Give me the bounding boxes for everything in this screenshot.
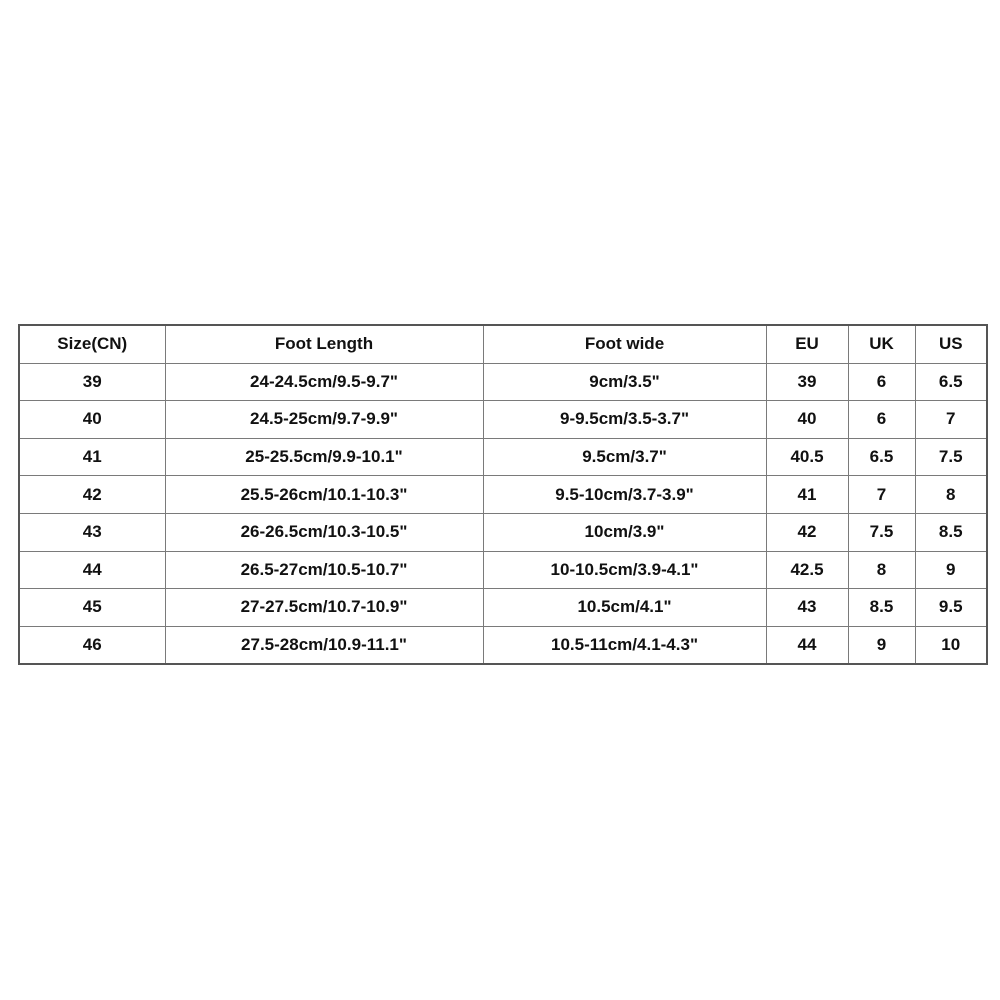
cell-foot-length: 24.5-25cm/9.7-9.9" — [165, 401, 483, 439]
cell-size-cn: 43 — [19, 513, 165, 551]
size-chart-table — [18, 324, 988, 665]
cell-uk: 9 — [848, 626, 915, 664]
cell-size-cn: 42 — [19, 476, 165, 514]
cell-eu: 40 — [766, 401, 848, 439]
cell-size-cn: 40 — [19, 401, 165, 439]
cell-foot-wide: 10.5-11cm/4.1-4.3" — [483, 626, 766, 664]
table-row — [19, 438, 987, 476]
table-row — [19, 476, 987, 514]
cell-eu: 42 — [766, 513, 848, 551]
cell-foot-length: 26.5-27cm/10.5-10.7" — [165, 551, 483, 589]
header-uk: UK — [848, 325, 915, 363]
table-row — [19, 551, 987, 589]
header-foot-length: Foot Length — [165, 325, 483, 363]
cell-foot-wide: 9cm/3.5" — [483, 363, 766, 401]
cell-eu: 42.5 — [766, 551, 848, 589]
cell-uk: 7 — [848, 476, 915, 514]
cell-us: 7 — [915, 401, 987, 439]
cell-us: 6.5 — [915, 363, 987, 401]
cell-foot-length: 27.5-28cm/10.9-11.1" — [165, 626, 483, 664]
header-us: US — [915, 325, 987, 363]
cell-foot-wide: 9.5-10cm/3.7-3.9" — [483, 476, 766, 514]
cell-uk: 8.5 — [848, 589, 915, 627]
cell-foot-wide: 10cm/3.9" — [483, 513, 766, 551]
cell-us: 7.5 — [915, 438, 987, 476]
table-row — [19, 363, 987, 401]
size-chart-body — [19, 363, 987, 664]
cell-size-cn: 41 — [19, 438, 165, 476]
header-foot-wide: Foot wide — [483, 325, 766, 363]
cell-eu: 44 — [766, 626, 848, 664]
cell-foot-length: 25-25.5cm/9.9-10.1" — [165, 438, 483, 476]
cell-size-cn: 45 — [19, 589, 165, 627]
cell-foot-length: 25.5-26cm/10.1-10.3" — [165, 476, 483, 514]
header-size-cn: Size(CN) — [19, 325, 165, 363]
cell-size-cn: 46 — [19, 626, 165, 664]
cell-eu: 39 — [766, 363, 848, 401]
cell-us: 8.5 — [915, 513, 987, 551]
cell-uk: 8 — [848, 551, 915, 589]
table-row — [19, 589, 987, 627]
cell-uk: 6 — [848, 363, 915, 401]
cell-foot-length: 27-27.5cm/10.7-10.9" — [165, 589, 483, 627]
cell-foot-wide: 10-10.5cm/3.9-4.1" — [483, 551, 766, 589]
cell-size-cn: 44 — [19, 551, 165, 589]
table-row — [19, 513, 987, 551]
cell-us: 9.5 — [915, 589, 987, 627]
size-chart-header — [19, 325, 987, 363]
cell-eu: 41 — [766, 476, 848, 514]
header-row — [19, 325, 987, 363]
cell-us: 10 — [915, 626, 987, 664]
cell-uk: 7.5 — [848, 513, 915, 551]
header-eu: EU — [766, 325, 848, 363]
cell-foot-wide: 9.5cm/3.7" — [483, 438, 766, 476]
cell-uk: 6 — [848, 401, 915, 439]
cell-us: 8 — [915, 476, 987, 514]
cell-eu: 40.5 — [766, 438, 848, 476]
table-row — [19, 626, 987, 664]
cell-foot-length: 26-26.5cm/10.3-10.5" — [165, 513, 483, 551]
table-row — [19, 401, 987, 439]
cell-foot-length: 24-24.5cm/9.5-9.7" — [165, 363, 483, 401]
cell-us: 9 — [915, 551, 987, 589]
cell-uk: 6.5 — [848, 438, 915, 476]
cell-size-cn: 39 — [19, 363, 165, 401]
cell-foot-wide: 9-9.5cm/3.5-3.7" — [483, 401, 766, 439]
cell-foot-wide: 10.5cm/4.1" — [483, 589, 766, 627]
cell-eu: 43 — [766, 589, 848, 627]
